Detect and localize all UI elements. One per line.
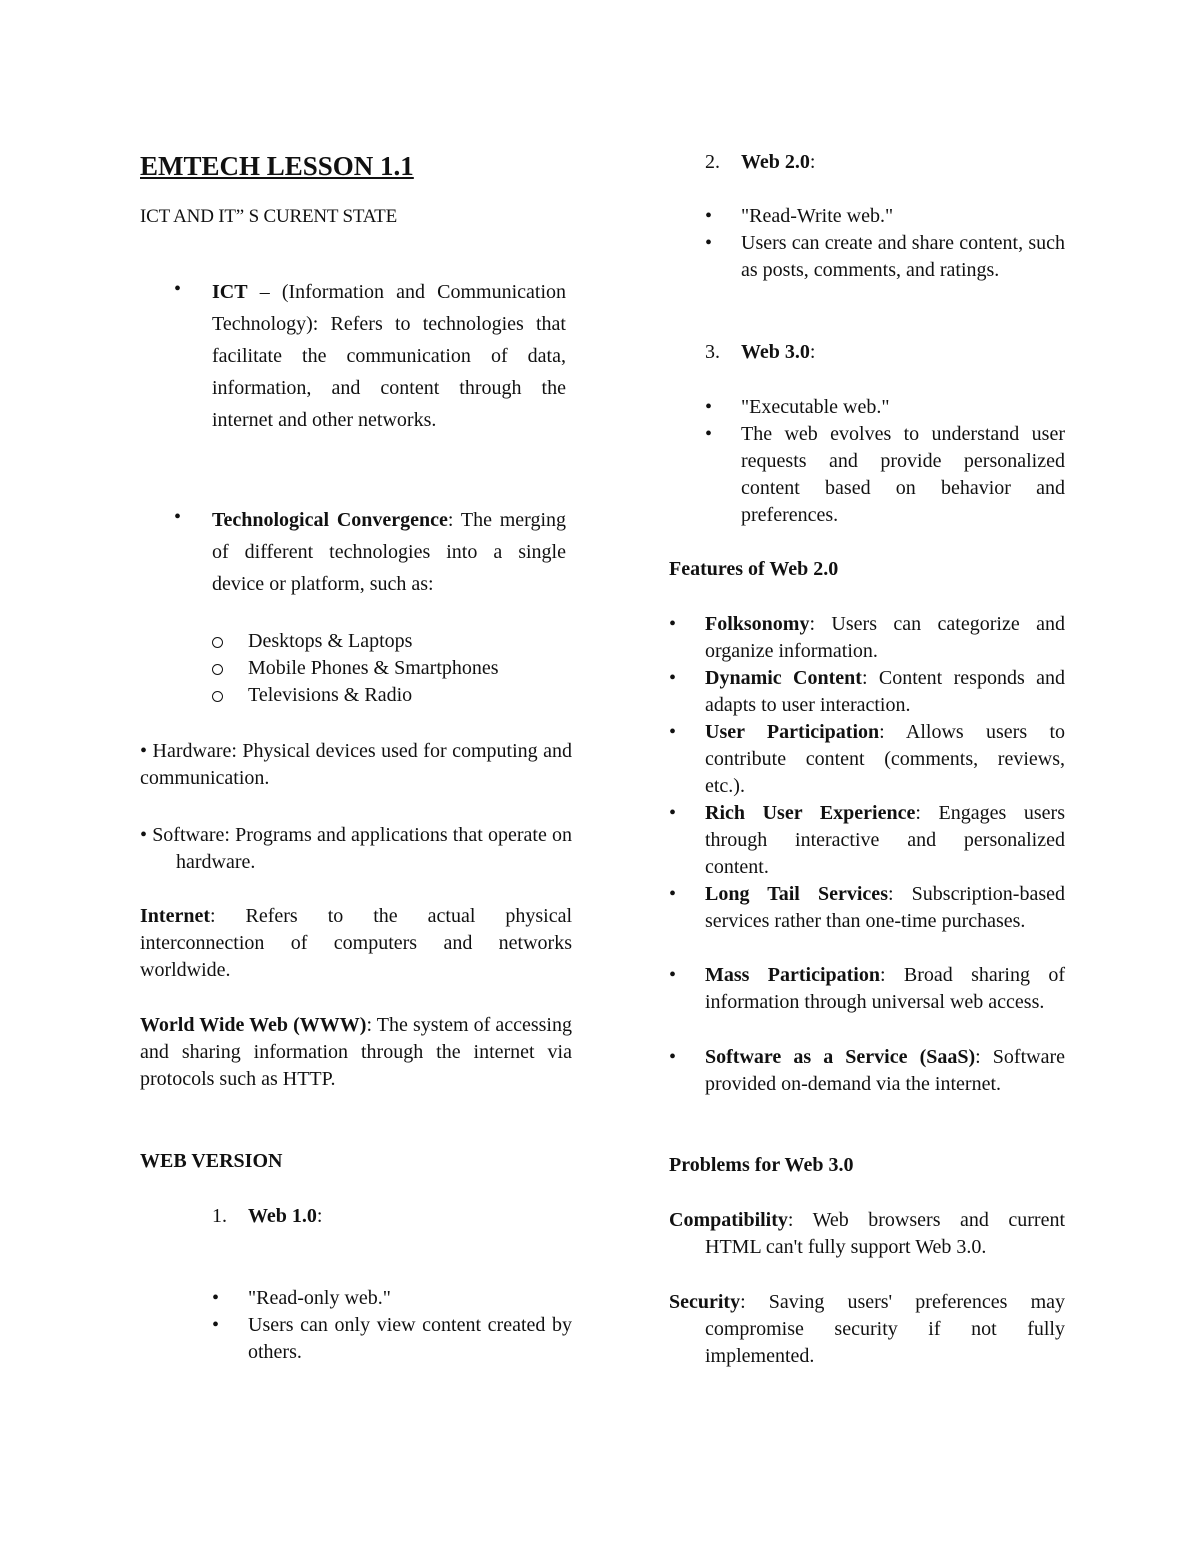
web2-bullet-text: "Read-Write web." xyxy=(741,205,894,227)
bullet-dot-icon: • xyxy=(669,721,677,743)
web1-label: Web 1.0 xyxy=(248,1205,317,1227)
bullet-dot-icon: • xyxy=(669,802,677,824)
web-version-heading: WEB VERSION xyxy=(140,1150,283,1172)
feature-text: : Broad sharing of information through universal web access. xyxy=(705,964,1065,1013)
www-paragraph xyxy=(140,1012,572,1093)
software-paragraph xyxy=(140,822,572,876)
hardware-paragraph xyxy=(140,738,572,792)
www-term: World Wide Web (WWW) xyxy=(140,1014,367,1036)
bullet-dot-icon: • xyxy=(705,205,713,227)
problem-compatibility xyxy=(669,1207,1065,1261)
device-label: Desktops & Laptops xyxy=(248,630,413,652)
web2-label: Web 2.0 xyxy=(741,151,810,173)
bullet-dot-icon: • xyxy=(705,396,713,418)
problem-security xyxy=(669,1289,1065,1370)
ict-paragraph xyxy=(212,276,566,436)
convergence-paragraph xyxy=(212,504,566,600)
circle-bullet-icon xyxy=(212,637,223,648)
bullet-dot-icon: • xyxy=(174,506,182,528)
device-label: Mobile Phones & Smartphones xyxy=(248,657,499,679)
convergence-term: Technological Convergence xyxy=(212,509,448,531)
page-subtitle: ICT AND IT” S CURENT STATE xyxy=(140,206,397,227)
feature-term: Mass Participation xyxy=(705,964,880,986)
feature-text: : Content responds and adapts to user interaction. xyxy=(705,667,1066,716)
web3-number: 3. xyxy=(705,341,720,363)
www-text: : The system of accessing and sharing information through the internet via protocols such as HTTP. xyxy=(140,1014,572,1090)
web2-bullet-text: Users can create and share content, such as posts, comments, and ratings. xyxy=(741,232,1065,281)
bullet-dot-icon: • xyxy=(669,964,677,986)
feature-text: : Users can categorize and organize information. xyxy=(705,613,1065,662)
internet-text: : Refers to the actual physical interconnection of computers and networks worldwide. xyxy=(140,905,572,981)
web3-bullet-text: The web evolves to understand user requests and provide personalized content based on behavior and preferences. xyxy=(741,423,1065,526)
web2-colon: : xyxy=(809,151,816,173)
convergence-text: : The merging of different technologies into a single device or platform, such as: xyxy=(212,509,566,595)
bullet-dot-icon: • xyxy=(140,740,148,762)
web2-number: 2. xyxy=(705,151,720,173)
bullet-dot-icon: • xyxy=(174,278,182,300)
problem-term: Compatibility xyxy=(669,1209,788,1231)
feature-text: : Engages users through interactive and personalized content. xyxy=(705,802,1065,878)
bullet-dot-icon: • xyxy=(212,1314,220,1336)
bullet-dot-icon: • xyxy=(669,1046,677,1068)
features-heading: Features of Web 2.0 xyxy=(669,558,839,580)
bullet-dot-icon: • xyxy=(212,1287,220,1309)
feature-term: User Participation xyxy=(705,721,880,743)
web3-label: Web 3.0 xyxy=(741,341,810,363)
problems-heading: Problems for Web 3.0 xyxy=(669,1154,854,1176)
ict-text: – (Information and Communication Technology): Refers to technologies that facilitate the communication of data, information, and content through the internet and other networks. xyxy=(212,281,566,431)
problem-text: : Web browsers and current HTML can't fully support Web 3.0. xyxy=(705,1209,1065,1258)
circle-bullet-icon xyxy=(212,691,223,702)
circle-bullet-icon xyxy=(212,664,223,675)
bullet-dot-icon: • xyxy=(669,883,677,905)
device-label: Televisions & Radio xyxy=(248,684,413,706)
ict-term: ICT xyxy=(212,281,248,303)
problem-term: Security xyxy=(669,1291,741,1313)
feature-text: : Software provided on-demand via the internet. xyxy=(705,1046,1065,1095)
internet-paragraph xyxy=(140,903,572,984)
feature-term: Software as a Service (SaaS) xyxy=(705,1046,976,1068)
software-text: Software: Programs and applications that operate on hardware. xyxy=(152,824,572,873)
bullet-dot-icon: • xyxy=(140,824,148,846)
web1-number: 1. xyxy=(212,1205,227,1227)
feature-term: Long Tail Services xyxy=(705,883,888,905)
feature-text: : Subscription-based services rather than one-time purchases. xyxy=(705,883,1065,932)
web1-bullet-text: "Read-only web." xyxy=(248,1287,391,1309)
feature-term: Folksonomy xyxy=(705,613,810,635)
bullet-dot-icon: • xyxy=(705,232,713,254)
feature-text: : Allows users to contribute content (comments, reviews, etc.). xyxy=(705,721,1066,797)
page-title: EMTECH LESSON 1.1 xyxy=(140,151,414,181)
web3-colon: : xyxy=(809,341,816,363)
bullet-dot-icon: • xyxy=(669,667,677,689)
feature-term: Rich User Experience xyxy=(705,802,916,824)
web3-bullet-text: "Executable web." xyxy=(741,396,890,418)
hardware-text: Hardware: Physical devices used for computing and communication. xyxy=(140,740,573,789)
feature-term: Dynamic Content xyxy=(705,667,862,689)
web1-bullet-text: Users can only view content created by others. xyxy=(248,1314,572,1363)
bullet-dot-icon: • xyxy=(669,613,677,635)
problem-text: : Saving users' preferences may compromise security if not fully implemented. xyxy=(705,1291,1065,1367)
internet-term: Internet xyxy=(140,905,210,927)
web1-colon: : xyxy=(316,1205,323,1227)
bullet-dot-icon: • xyxy=(705,423,713,445)
